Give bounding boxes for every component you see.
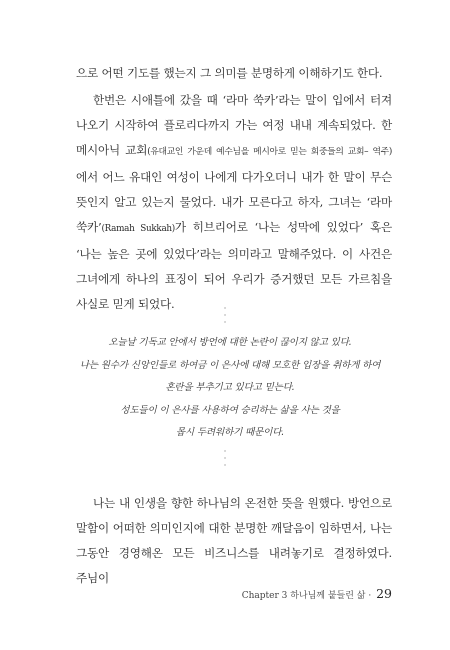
pull-quote-line: 몹시 두려워하기 때문이다.: [175, 427, 285, 438]
body-paragraph-1: [76, 88, 392, 317]
ornament-dots-bottom: · · ·: [223, 447, 227, 470]
pull-quote-line: 성도들이 이 은사를 사용하여 승리하는 삶을 사는 것을: [120, 404, 340, 416]
pull-quote-line: 혼란을 부추기고 있다고 믿는다.: [165, 382, 295, 393]
para1-text-c: 가 히브리어로 ‘나는 성막에 있었다’ 혹은 ‘나는 높은 곳에 있었다’라는 의미라고 말해주었다. 이 사건은 그녀에게 하나의 표징이 되어 우리가 증거했던 모든 가르침을 사실로 믿게 되었다.: [76, 220, 392, 311]
page-number: 29: [376, 586, 392, 601]
pull-quote-line: 오늘날 기독교 안에서 방언에 대한 논란이 끊이지 않고 있다.: [108, 337, 352, 348]
ornament-dots-top: · · ·: [223, 304, 227, 327]
continuation-text: 으로 어떤 기도를 했는지 그 의미를 분명하게 이해하기도 한다.: [76, 66, 383, 80]
translator-note: (유대교인 가운데 예수님을 메시아로 믿는 회중들의 교회– 역주): [147, 147, 392, 157]
page-footer: [242, 586, 392, 601]
body-paragraph-2: [76, 491, 392, 591]
romanized-term: (Ramah Sukkah): [101, 224, 175, 234]
para1-text-b: 에서 어느 유대인 여성이 나에게 다가오더니 내가 한 말이 무슨 뜻인지 알고 있는지 물었다. 내가 모른다고 하자, 그녀는 ‘라마 쑥카’: [76, 170, 392, 234]
para2-text: 나는 내 인생을 향한 하나님의 온전한 뜻을 원했다. 방언으로 말함이 어떠한 의미인지에 대한 분명한 깨달음이 임하면서, 나는 그동안 경영해온 모든 비즈니스를 내려놓기로 결정하였다. 주님이: [76, 496, 392, 585]
para1-text-a: 한번은 시애틀에 갔을 때 ‘라마 쑥카’라는 말이 입에서 터져 나오기 시작하여 플로리다까지 가는 여정 내내 계속되었다. 한 메시아닉 교회: [76, 93, 392, 157]
chapter-title: Chapter 3 하나님께 붙들린 삶: [241, 591, 366, 601]
pull-quote: [70, 332, 390, 445]
continuation-paragraph: [76, 61, 392, 86]
pull-quote-line: 나는 원수가 신앙인들로 하여금 이 은사에 대해 모호한 입장을 취하게 하여: [79, 359, 381, 371]
footer-separator: ·: [368, 591, 372, 601]
